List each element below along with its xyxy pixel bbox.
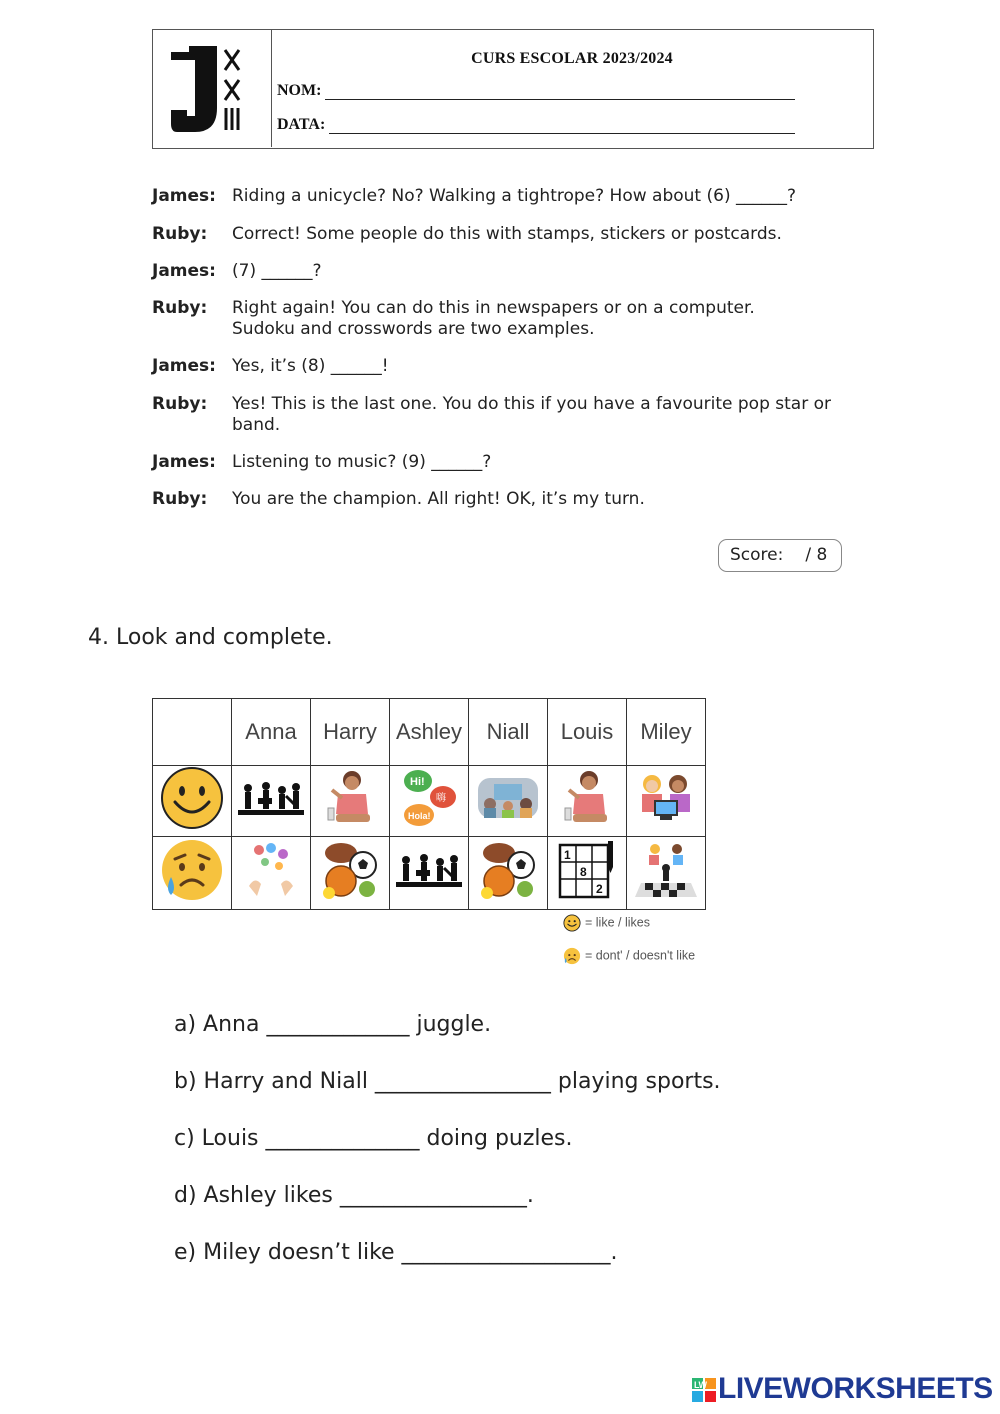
speaker: James: bbox=[152, 452, 216, 472]
band-icon bbox=[236, 778, 306, 818]
sad-face-icon bbox=[563, 947, 581, 965]
svg-text:嗨: 嗨 bbox=[436, 793, 446, 804]
smile-cell bbox=[153, 766, 232, 837]
sports-icon bbox=[477, 839, 539, 901]
date-line bbox=[277, 116, 795, 134]
speech-text: Yes, it’s (8) ______! bbox=[232, 356, 389, 376]
band-icon bbox=[394, 850, 464, 890]
activity-cell bbox=[548, 837, 627, 910]
date-label: DATA: bbox=[277, 116, 326, 133]
activity-cell bbox=[548, 766, 627, 837]
score-box bbox=[718, 539, 842, 572]
speaker: Ruby: bbox=[152, 224, 208, 244]
brand-text: LIVEWORKSHEETS bbox=[718, 1372, 993, 1405]
name-field[interactable] bbox=[325, 87, 795, 100]
likes-grid bbox=[152, 698, 706, 910]
smile-face-icon bbox=[563, 914, 581, 932]
languages-icon bbox=[399, 767, 459, 829]
juggling-icon bbox=[241, 840, 301, 900]
speaker: Ruby: bbox=[152, 489, 208, 509]
header-box bbox=[152, 29, 874, 149]
speaker: James: bbox=[152, 261, 216, 281]
speaker: James: bbox=[152, 356, 216, 376]
activity-cell bbox=[232, 766, 311, 837]
speech-text: Right again! You can do this in newspapers or on a computer. Sudoku and crosswords are two examples. bbox=[232, 298, 755, 339]
exercise-a[interactable]: a) Anna _____________ juggle. bbox=[174, 1012, 492, 1037]
name-cell: Louis bbox=[548, 699, 627, 766]
dislikes-row bbox=[153, 837, 706, 910]
section-title: 4. Look and complete. bbox=[88, 625, 333, 650]
name-cell: Miley bbox=[627, 699, 706, 766]
legend-like-text: = like / likes bbox=[585, 915, 650, 930]
speech-text: Listening to music? (9) ______? bbox=[232, 452, 492, 472]
activity-cell bbox=[390, 766, 469, 837]
activity-cell bbox=[627, 837, 706, 910]
svg-text:Hi!: Hi! bbox=[410, 776, 425, 788]
speaker: James: bbox=[152, 186, 216, 206]
score-label: Score: bbox=[730, 545, 784, 565]
speech-text: (7) ______? bbox=[232, 261, 322, 281]
exercise-b[interactable]: b) Harry and Niall ________________ playing sports. bbox=[174, 1069, 721, 1094]
date-field[interactable] bbox=[329, 121, 795, 134]
score-value: / 8 bbox=[805, 545, 828, 565]
liveworksheets-logo-icon bbox=[692, 1378, 716, 1402]
legend-dislike bbox=[563, 947, 695, 965]
liveworksheets-brand bbox=[692, 1372, 993, 1406]
school-year-title: CURS ESCOLAR 2023/2024 bbox=[471, 50, 673, 67]
classroom-icon bbox=[476, 774, 540, 822]
svg-text:1: 1 bbox=[564, 848, 571, 862]
name-cell: Ashley bbox=[390, 699, 469, 766]
svg-text:Hola!: Hola! bbox=[408, 811, 431, 821]
sports-icon bbox=[319, 839, 381, 901]
exercise-e[interactable]: e) Miley doesn’t like ___________________. bbox=[174, 1240, 618, 1265]
activity-cell bbox=[469, 837, 548, 910]
activity-cell bbox=[311, 837, 390, 910]
name-cell: Anna bbox=[232, 699, 311, 766]
smile-face-icon bbox=[160, 766, 224, 830]
chess-icon bbox=[635, 839, 697, 901]
svg-text:8: 8 bbox=[580, 865, 587, 879]
speech-text: Riding a unicycle? No? Walking a tightrope? How about (6) ______? bbox=[232, 186, 797, 206]
name-cell: Harry bbox=[311, 699, 390, 766]
legend-dislike-text: = dont' / doesn't like bbox=[585, 948, 696, 963]
activity-cell bbox=[469, 766, 548, 837]
activity-cell bbox=[232, 837, 311, 910]
activity-cell bbox=[390, 837, 469, 910]
svg-text:2: 2 bbox=[596, 882, 603, 896]
likes-row bbox=[153, 766, 706, 837]
speech-text: You are the champion. All right! OK, it’s my turn. bbox=[232, 489, 645, 509]
school-logo bbox=[153, 30, 272, 147]
legend-like bbox=[563, 914, 650, 932]
painting-icon bbox=[559, 768, 615, 828]
activity-cell bbox=[627, 766, 706, 837]
speech-text: Correct! Some people do this with stamps, stickers or postcards. bbox=[232, 224, 782, 244]
sad-cell bbox=[153, 837, 232, 910]
speaker: Ruby: bbox=[152, 394, 208, 414]
sudoku-icon bbox=[556, 839, 618, 901]
name-cell: Niall bbox=[469, 699, 548, 766]
speaker: Ruby: bbox=[152, 298, 208, 318]
name-label: NOM: bbox=[277, 82, 322, 99]
speech-text: Yes! This is the last one. You do this if you have a favourite pop star or band. bbox=[232, 394, 832, 435]
activity-cell bbox=[311, 766, 390, 837]
exercise-c[interactable]: c) Louis ______________ doing puzles. bbox=[174, 1126, 573, 1151]
sad-face-icon bbox=[159, 837, 225, 903]
svg-text:LW: LW bbox=[694, 1380, 707, 1391]
grid-header-row bbox=[153, 699, 706, 766]
exercise-d[interactable]: d) Ashley likes _________________. bbox=[174, 1183, 534, 1208]
name-line bbox=[277, 82, 795, 100]
school-logo-icon bbox=[169, 46, 257, 132]
grid-corner-cell bbox=[153, 699, 232, 766]
painting-icon bbox=[322, 768, 378, 828]
computer-icon bbox=[634, 770, 698, 826]
